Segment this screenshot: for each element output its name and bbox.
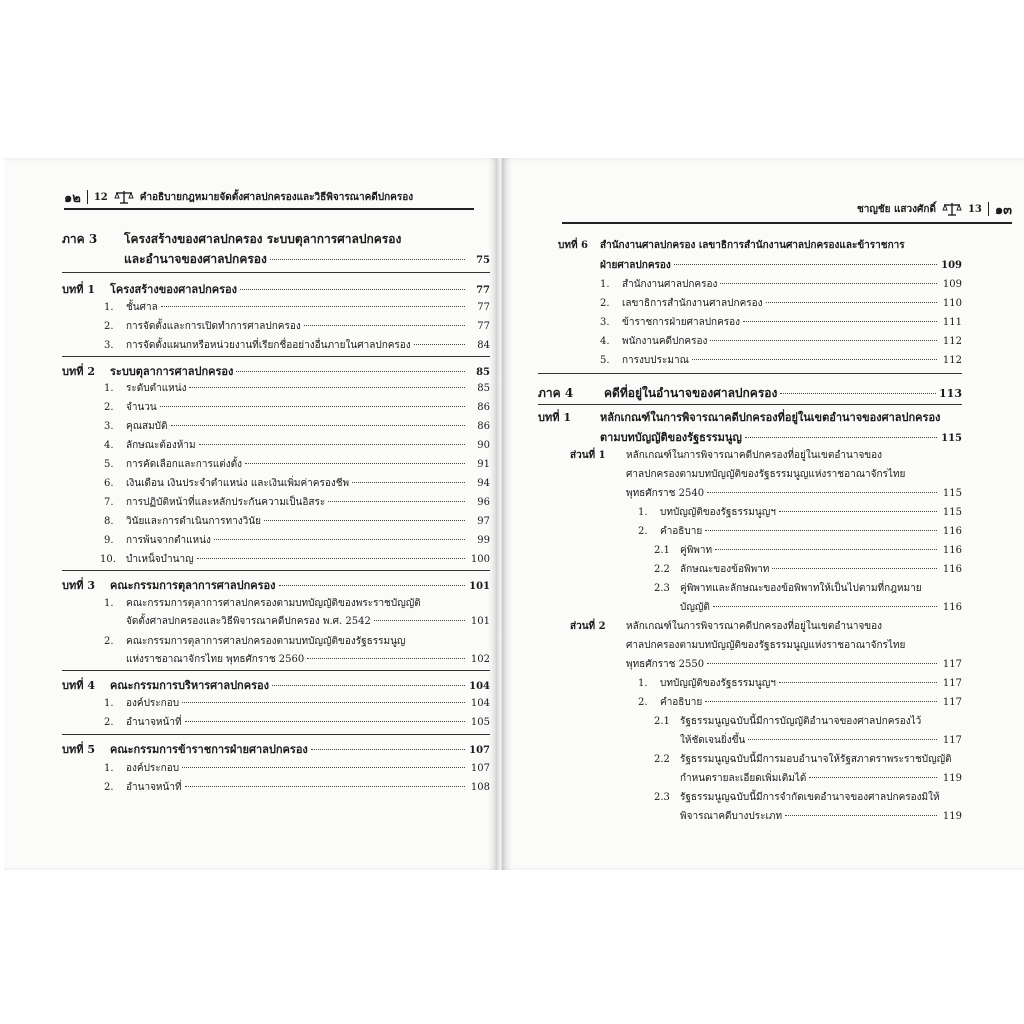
chapter-title: คณะกรรมการตุลาการศาลปกครอง: [110, 579, 276, 592]
item-number: 5.: [600, 355, 610, 366]
item-number: 8.: [104, 516, 114, 527]
page-ref: 109: [941, 260, 962, 271]
left-header-title: คำอธิบายกฎหมายจัดตั้งศาลปกครองและวิธีพิจารณาคดีปกครอง: [139, 191, 414, 203]
item-title: คณะกรรมการตุลาการศาลปกครองตามบทบัญญัติของรัฐธรรมนูญ: [126, 636, 406, 647]
leader-dots: [785, 815, 937, 816]
item-number: 3.: [104, 340, 114, 351]
chapter-label: บทที่ 4: [62, 679, 95, 692]
header-separator: [988, 202, 989, 216]
leader-dots: [328, 501, 465, 502]
page-ref: 101: [469, 581, 490, 592]
page-ref: 85: [477, 383, 490, 394]
left-thai-page-number: ๑๒: [64, 190, 81, 206]
leader-dots: [809, 777, 937, 778]
item-title: อำนาจหน้าที่: [126, 782, 182, 793]
item-title: คุณสมบัติ: [126, 421, 168, 432]
header-separator: [87, 190, 88, 204]
divider: [62, 570, 490, 571]
subitem-number: 2.3: [654, 792, 670, 803]
item-title: ชั้นศาล: [126, 302, 158, 313]
toc-entry[interactable]: [124, 250, 490, 269]
toc-chapter-6[interactable]: [600, 258, 962, 273]
item-number: 3.: [104, 421, 114, 432]
page-ref: 75: [476, 255, 490, 266]
divider: [62, 734, 490, 735]
leader-dots: [197, 558, 465, 559]
item-number: 1.: [600, 279, 610, 290]
item-number: 3.: [600, 317, 610, 328]
toc-item[interactable]: [104, 419, 490, 434]
leader-dots: [674, 264, 937, 265]
subitem-title: รัฐธรรมนูญฉบับนี้มีการบัญญัติอำนาจของศาลปกครองไว้: [680, 716, 922, 727]
book-spread: [0, 158, 1024, 870]
item-title-cont: จัดตั้งศาลปกครองและวิธีพิจารณาคดีปกครอง พ.ศ. 2542: [126, 616, 371, 627]
part-3-title-line2: และอำนาจของศาลปกครอง: [124, 252, 267, 266]
toc-item[interactable]: [104, 780, 490, 795]
left-page-number: 12: [93, 191, 108, 203]
header-rule: [64, 208, 474, 210]
item-title: จำนวน: [126, 402, 157, 413]
leader-dots: [185, 721, 465, 722]
section-2-line1: [626, 619, 882, 634]
header-rule: [562, 222, 1012, 224]
leader-dots: [182, 702, 465, 703]
toc-chapter-2[interactable]: [62, 362, 490, 380]
leader-dots: [766, 302, 937, 303]
chapter-title-cont: ตามบทบัญญัติของรัฐธรรมนูญ: [600, 431, 742, 444]
item-number: 1.: [104, 383, 114, 394]
subitem-title-cont: ให้ชัดเจนยิ่งขึ้น: [680, 735, 746, 746]
item-number: 1.: [638, 678, 648, 689]
leader-dots: [780, 393, 936, 394]
page-ref: 112: [942, 355, 962, 366]
chapter-title: ระบบตุลาการศาลปกครอง: [110, 365, 234, 378]
section-title-cont: พุทธศักราช 2550: [626, 659, 705, 670]
leader-dots: [705, 701, 937, 702]
toc-subitem-line2[interactable]: [680, 733, 962, 748]
page-ref: 86: [477, 402, 490, 413]
section-title-cont: ศาลปกครองตามบทบัญญัติของรัฐธรรมนูญแห่งราชอาณาจักรไทย: [626, 469, 906, 480]
page-ref: 94: [477, 478, 490, 489]
page-ref: 108: [470, 782, 490, 793]
item-number: 1.: [638, 507, 648, 518]
page-ref: 105: [470, 717, 490, 728]
item-number: 7.: [104, 497, 114, 508]
item-number: 2.: [638, 697, 648, 708]
toc-item[interactable]: [104, 438, 490, 453]
page-ref: 116: [942, 602, 962, 613]
page-ref: 116: [942, 545, 962, 556]
item-title-cont: แห่งราชอาณาจักรไทย พุทธศักราช 2560: [126, 654, 305, 665]
toc-item[interactable]: [638, 524, 962, 539]
subitem-title: คู่พิพาท: [680, 545, 713, 556]
leader-dots: [214, 539, 465, 540]
leader-dots: [189, 387, 465, 388]
page-ref: 96: [477, 497, 490, 508]
leader-dots: [199, 444, 465, 445]
page-ref: 110: [942, 298, 962, 309]
item-title: วินัยและการดำเนินการทางวินัย: [126, 516, 261, 527]
toc-item[interactable]: [600, 353, 962, 368]
toc-chapter-4[interactable]: [62, 676, 490, 694]
chapter-title: คณะกรรมการข้าราชการฝ่ายศาลปกครอง: [110, 743, 308, 756]
toc-item[interactable]: [600, 315, 962, 330]
divider: [62, 670, 490, 671]
part-3-title-line1: โครงสร้างของศาลปกครอง ระบบตุลาการศาลปกครอง: [124, 232, 402, 246]
page-ref: 77: [477, 302, 490, 313]
item-title: คำอธิบาย: [660, 697, 703, 708]
item-title: คำอธิบาย: [660, 526, 703, 537]
page-ref: 112: [942, 336, 962, 347]
subitem-title-cont: กำหนดรายละเอียดเพิ่มเติมได้: [680, 773, 807, 784]
leader-dots: [161, 306, 465, 307]
divider: [538, 404, 962, 405]
leader-dots: [182, 767, 465, 768]
author-name: ชาญชัย แสวงศักดิ์: [856, 203, 936, 215]
page-ref: 119: [942, 811, 962, 822]
subitem-number: 2.3: [654, 583, 670, 594]
item-title: การงบประมาณ: [622, 355, 689, 366]
page-ref: 116: [942, 564, 962, 575]
page-ref: 119: [942, 773, 962, 784]
leader-dots: [743, 321, 937, 322]
divider: [62, 356, 490, 357]
leader-dots: [171, 425, 465, 426]
divider: [62, 272, 490, 273]
toc-chapter-1[interactable]: [62, 280, 490, 298]
item-number: 2.: [104, 321, 114, 332]
subitem-title: รัฐธรรมนูญฉบับนี้มีการจำกัดเขตอำนาจของศาลปกครองมิให้: [680, 792, 940, 803]
toc-item[interactable]: [104, 381, 490, 396]
chapter-label: บทที่ 3: [62, 579, 95, 592]
section-1-line2: [626, 467, 905, 482]
toc-subitem-line1[interactable]: [654, 581, 922, 596]
part-title: คดีที่อยู่ในอำนาจของศาลปกครอง: [604, 386, 778, 400]
item-title: ลักษณะต้องห้าม: [126, 440, 196, 451]
leader-dots: [707, 663, 937, 664]
page-ref: 115: [941, 433, 962, 444]
item-number: 6.: [104, 478, 114, 489]
leader-dots: [713, 606, 937, 607]
item-number: 4.: [104, 440, 114, 451]
toc-chapter-5[interactable]: [62, 740, 490, 758]
item-title: บำเหน็จบำนาญ: [126, 554, 194, 565]
leader-dots: [160, 406, 465, 407]
page-ref: 102: [470, 654, 490, 665]
page-ref: 117: [942, 735, 962, 746]
subitem-number: 2.2: [654, 754, 670, 765]
toc-item[interactable]: [104, 495, 490, 510]
chapter-label: บทที่ 5: [62, 743, 95, 756]
toc-item[interactable]: [104, 300, 490, 315]
leader-dots: [745, 437, 937, 438]
item-title: การพ้นจากตำแหน่ง: [126, 535, 211, 546]
item-number: 1.: [104, 698, 114, 709]
toc-item[interactable]: [104, 715, 490, 730]
leader-dots: [264, 520, 465, 521]
section-title: หลักเกณฑ์ในการพิจารณาคดีปกครองที่อยู่ในเขตอำนาจของ: [626, 621, 883, 632]
toc-item[interactable]: [104, 476, 490, 491]
item-title: การปฏิบัติหน้าที่และหลักประกันความเป็นอิสระ: [126, 497, 326, 508]
item-title: เลขาธิการสำนักงานศาลปกครอง: [622, 298, 763, 309]
section-2-label: ส่วนที่ 2: [570, 621, 606, 632]
item-title: ระดับตำแหน่ง: [126, 383, 187, 394]
subitem-title: คู่พิพาทและลักษณะของข้อพิพาทให้เป็นไปตามที่กฎหมาย: [680, 583, 922, 594]
subitem-number: 2.2: [654, 564, 670, 575]
leader-dots: [272, 685, 465, 686]
chapter-1-title-line1: หลักเกณฑ์ในการพิจารณาคดีปกครองที่อยู่ในเขตอำนาจของศาลปกครอง: [600, 411, 941, 424]
page-ref: 84: [477, 340, 490, 351]
item-number: 2.: [104, 717, 114, 728]
item-number: 2.: [104, 636, 114, 647]
item-title: องค์ประกอบ: [126, 763, 180, 774]
toc-item-line2[interactable]: [126, 652, 490, 667]
leader-dots: [279, 585, 465, 586]
leader-dots: [304, 325, 465, 326]
page-ref: 99: [477, 535, 490, 546]
leader-dots: [307, 658, 465, 659]
item-number: 2.: [104, 402, 114, 413]
item-title: คณะกรรมการตุลาการศาลปกครองตามบทบัญญัติของพระราชบัญญัติ: [126, 598, 421, 609]
subitem-title-cont: บัญญัติ: [680, 602, 710, 613]
page-ref: 90: [477, 440, 490, 451]
leader-dots: [720, 283, 937, 284]
page-ref: 111: [942, 317, 962, 328]
toc-item[interactable]: [104, 696, 490, 711]
toc-item[interactable]: [104, 533, 490, 548]
leader-dots: [772, 568, 937, 569]
leader-dots: [779, 682, 937, 683]
toc-item-line1[interactable]: [104, 596, 490, 611]
chapter-label: บทที่ 1: [62, 283, 95, 296]
leader-dots: [707, 492, 937, 493]
part-label: ภาค 4: [538, 386, 574, 400]
toc-subitem-line2[interactable]: [680, 771, 962, 786]
chapter-label: บทที่ 2: [62, 365, 95, 378]
page-ref: 77: [477, 321, 490, 332]
page-ref: 116: [942, 526, 962, 537]
item-title: เงินเดือน เงินประจำตำแหน่ง และเงินเพิ่มค่าครองชีพ: [126, 478, 350, 489]
section-title-cont: พุทธศักราช 2540: [626, 488, 705, 499]
leader-dots: [236, 371, 465, 372]
section-title-cont: ศาลปกครองตามบทบัญญัติของรัฐธรรมนูญแห่งราชอาณาจักรไทย: [626, 640, 906, 651]
page-ref: 115: [942, 488, 962, 499]
page-ref: 113: [939, 387, 962, 400]
item-number: 1.: [104, 302, 114, 313]
item-number: 2.: [638, 526, 648, 537]
item-title: ข้าราชการฝ่ายศาลปกครอง: [622, 317, 741, 328]
page-ref: 104: [470, 698, 490, 709]
item-title: สำนักงานศาลปกครอง: [622, 279, 718, 290]
toc-subitem[interactable]: [654, 562, 962, 577]
item-number: 5.: [104, 459, 114, 470]
toc-chapter-1[interactable]: [600, 428, 962, 446]
toc-item[interactable]: [600, 296, 962, 311]
toc-item[interactable]: [104, 338, 490, 353]
item-title: การจัดตั้งแผนกหรือหน่วยงานที่เรียกชื่ออย่างอื่นภายในศาลปกครอง: [126, 340, 411, 351]
right-header: [802, 198, 1012, 220]
chapter-title: คณะกรรมการบริหารศาลปกครอง: [110, 679, 269, 692]
chapter-1-label: บทที่ 1: [538, 411, 571, 424]
item-title: บทบัญญัติของรัฐธรรมนูญฯ: [660, 507, 776, 518]
item-number: 2.: [104, 782, 114, 793]
chapter-6-title-line1: สำนักงานศาลปกครอง เลขาธิการสำนักงานศาลปกครองและข้าราชการ: [600, 240, 905, 251]
leader-dots: [240, 289, 465, 290]
page-ref: 77: [476, 285, 490, 296]
page-ref: 91: [477, 459, 490, 470]
item-number: 10.: [100, 554, 116, 565]
subitem-title: รัฐธรรมนูญฉบับนี้มีการมอบอำนาจให้รัฐสภาตราพระราชบัญญัติ: [680, 754, 952, 765]
leader-dots: [414, 344, 465, 345]
toc-item[interactable]: [638, 695, 962, 710]
toc-subitem-line2[interactable]: [680, 600, 962, 615]
toc-item[interactable]: [104, 457, 490, 472]
section-1-line1: [626, 448, 882, 463]
leader-dots: [245, 463, 465, 464]
scales-of-justice-icon: [114, 190, 134, 204]
part-3-label: ภาค 3: [62, 232, 98, 246]
toc-subitem-line1[interactable]: [654, 752, 952, 767]
toc-item-line2[interactable]: [126, 614, 490, 629]
item-title: บทบัญญัติของรัฐธรรมนูญฯ: [660, 678, 776, 689]
toc-item[interactable]: [638, 505, 962, 520]
item-title: พนักงานคดีปกครอง: [622, 336, 708, 347]
subitem-number: 2.1: [654, 716, 670, 727]
toc-chapter-3[interactable]: [62, 576, 490, 594]
toc-subitem-line2[interactable]: [680, 809, 962, 824]
toc-section-2[interactable]: [626, 657, 962, 672]
toc-item[interactable]: [104, 514, 490, 529]
toc-section-1[interactable]: [626, 486, 962, 501]
page-ref: 104: [469, 681, 490, 692]
item-number: 4.: [600, 336, 610, 347]
scales-of-justice-icon: [942, 202, 962, 216]
item-number: 2.: [600, 298, 610, 309]
subitem-title: ลักษณะของข้อพิพาท: [680, 564, 770, 575]
item-title: การคัดเลือกและการแต่งตั้ง: [126, 459, 243, 470]
right-page-number: 13: [967, 203, 982, 215]
chapter-6-label: บทที่ 6: [558, 240, 588, 251]
item-number: 9.: [104, 535, 114, 546]
left-page: [4, 158, 498, 870]
item-title: องค์ประกอบ: [126, 698, 180, 709]
item-number: 1.: [104, 598, 114, 609]
page-ref: 117: [942, 678, 962, 689]
leader-dots: [779, 511, 937, 512]
page-ref: 101: [470, 616, 490, 627]
section-2-line2: [626, 638, 905, 653]
chapter-title-cont: ฝ่ายศาลปกครอง: [600, 260, 671, 271]
item-number: 1.: [104, 763, 114, 774]
section-title: หลักเกณฑ์ในการพิจารณาคดีปกครองที่อยู่ในเขตอำนาจของ: [626, 450, 883, 461]
page-ref: 100: [470, 554, 490, 565]
leader-dots: [374, 620, 465, 621]
page-ref: 107: [470, 763, 490, 774]
right-page: [502, 158, 1024, 870]
divider: [538, 373, 962, 374]
leader-dots: [185, 786, 465, 787]
page-ref: 117: [942, 659, 962, 670]
page-ref: 86: [477, 421, 490, 432]
leader-dots: [270, 259, 465, 260]
page-ref: 107: [469, 745, 490, 756]
toc-item-line1[interactable]: [104, 634, 490, 649]
item-title: อำนาจหน้าที่: [126, 717, 182, 728]
toc-item[interactable]: [104, 400, 490, 415]
page-ref: 97: [477, 516, 490, 527]
chapter-title: โครงสร้างของศาลปกครอง: [110, 283, 237, 296]
page-ref: 115: [942, 507, 962, 518]
toc-part-4[interactable]: [538, 384, 962, 403]
toc-item[interactable]: [600, 277, 962, 292]
right-thai-page-number: ๑๓: [994, 202, 1012, 218]
leader-dots: [692, 359, 937, 360]
page-ref: 117: [942, 697, 962, 708]
left-header: [64, 186, 494, 208]
leader-dots: [352, 482, 465, 483]
toc-item[interactable]: [100, 552, 490, 567]
subitem-title-cont: พิจารณาคดีบางประเภท: [680, 811, 783, 822]
leader-dots: [715, 549, 937, 550]
toc-subitem-line1[interactable]: [654, 714, 921, 729]
toc-item[interactable]: [104, 761, 490, 776]
leader-dots: [748, 739, 937, 740]
leader-dots: [705, 530, 937, 531]
toc-subitem[interactable]: [654, 543, 962, 558]
toc-subitem-line1[interactable]: [654, 790, 940, 805]
toc-item[interactable]: [638, 676, 962, 691]
leader-dots: [311, 749, 465, 750]
page-ref: 85: [476, 367, 490, 378]
item-title: การจัดตั้งและการเปิดทำการศาลปกครอง: [126, 321, 301, 332]
leader-dots: [710, 340, 937, 341]
section-1-label: ส่วนที่ 1: [570, 450, 606, 461]
subitem-number: 2.1: [654, 545, 670, 556]
toc-item[interactable]: [104, 319, 490, 334]
toc-item[interactable]: [600, 334, 962, 349]
page-ref: 109: [942, 279, 962, 290]
